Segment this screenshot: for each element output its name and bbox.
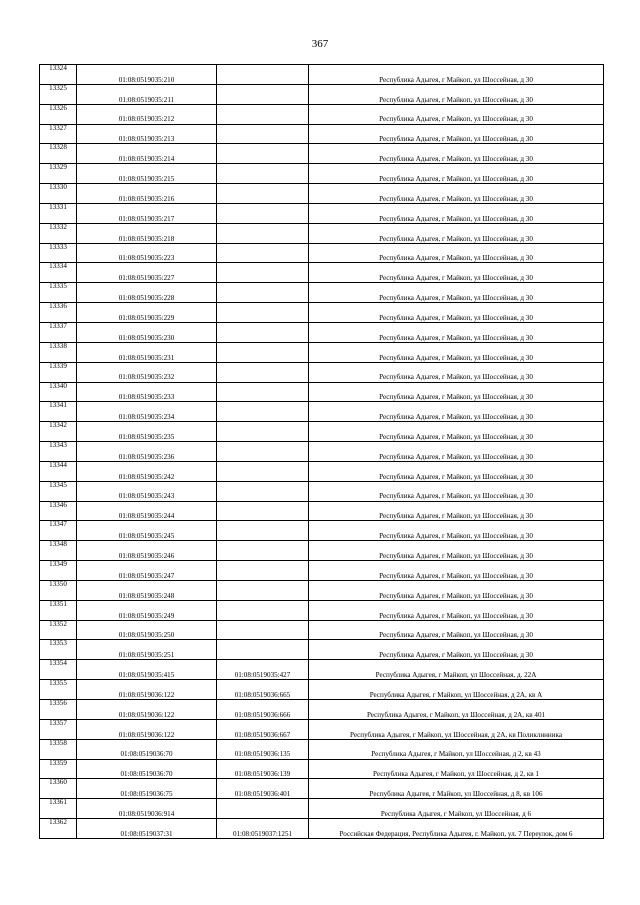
object-cadastral-number-cell: 01:08:0519037:1251 — [217, 819, 309, 839]
object-cadastral-number-cell — [217, 104, 309, 124]
row-number-cell: 13325 — [40, 84, 77, 104]
row-number-cell: 13346 — [40, 501, 77, 521]
cadastral-number-cell: 01:08:0519035:230 — [77, 322, 217, 342]
object-cadastral-number-cell: 01:08:0519036:401 — [217, 779, 309, 799]
address-cell: Республика Адыгея, г Майкоп, ул Шоссейная, д 2, кв 1 — [309, 759, 604, 779]
object-cadastral-number-cell: 01:08:0519036:139 — [217, 759, 309, 779]
table-row — [40, 700, 604, 720]
address-cell: Республика Адыгея, г Майкоп, ул Шоссейная, д 30 — [309, 223, 604, 243]
address-cell: Республика Адыгея, г Майкоп, ул Шоссейная, д 30 — [309, 521, 604, 541]
object-cadastral-number-cell — [217, 84, 309, 104]
object-cadastral-number-cell — [217, 442, 309, 462]
address-cell: Республика Адыгея, г Майкоп, ул Шоссейная, д 30 — [309, 303, 604, 323]
address-cell: Республика Адыгея, г Майкоп, ул Шоссейная, д 30 — [309, 283, 604, 303]
row-number-cell: 13349 — [40, 561, 77, 581]
address-cell: Республика Адыгея, г Майкоп, ул Шоссейная, д 30 — [309, 640, 604, 660]
object-cadastral-number-cell — [217, 481, 309, 501]
address-cell: Республика Адыгея, г Майкоп, ул Шоссейная, д. 22А — [309, 660, 604, 680]
object-cadastral-number-cell — [217, 263, 309, 283]
table-row — [40, 461, 604, 481]
address-cell: Республика Адыгея, г Майкоп, ул Шоссейная, д 30 — [309, 164, 604, 184]
row-number-cell: 13328 — [40, 144, 77, 164]
table-row — [40, 65, 604, 85]
object-cadastral-number-cell — [217, 521, 309, 541]
cadastral-number-cell: 01:08:0519035:215 — [77, 164, 217, 184]
address-cell: Республика Адыгея, г Майкоп, ул Шоссейная, д 30 — [309, 342, 604, 362]
object-cadastral-number-cell — [217, 402, 309, 422]
object-cadastral-number-cell — [217, 144, 309, 164]
page-number: 367 — [311, 38, 329, 50]
address-cell: Республика Адыгея, г Майкоп, ул Шоссейная, д 30 — [309, 243, 604, 263]
address-cell: Республика Адыгея, г Майкоп, ул Шоссейная, д 30 — [309, 422, 604, 442]
address-cell: Республика Адыгея, г Майкоп, ул Шоссейная, д 30 — [309, 600, 604, 620]
row-number-cell: 13327 — [40, 124, 77, 144]
row-number-cell: 13340 — [40, 382, 77, 402]
cadastral-number-cell: 01:08:0519035:229 — [77, 303, 217, 323]
cadastral-number-cell: 01:08:0519037:31 — [77, 819, 217, 839]
table-row — [40, 303, 604, 323]
object-cadastral-number-cell — [217, 322, 309, 342]
address-cell: Республика Адыгея, г Майкоп, ул Шоссейная, д 30 — [309, 263, 604, 283]
table-row — [40, 422, 604, 442]
cadastral-number-cell: 01:08:0519035:415 — [77, 660, 217, 680]
object-cadastral-number-cell — [217, 799, 309, 819]
table-row — [40, 620, 604, 640]
table-row — [40, 283, 604, 303]
table-row — [40, 104, 604, 124]
cadastral-number-cell: 01:08:0519035:228 — [77, 283, 217, 303]
row-number-cell: 13347 — [40, 521, 77, 541]
row-number-cell: 13354 — [40, 660, 77, 680]
cadastral-number-cell: 01:08:0519036:70 — [77, 739, 217, 759]
address-cell: Республика Адыгея, г Майкоп, ул Шоссейная, д 30 — [309, 382, 604, 402]
address-cell: Республика Адыгея, г Майкоп, ул Шоссейная, д 30 — [309, 442, 604, 462]
address-cell: Республика Адыгея, г Майкоп, ул Шоссейная, д 30 — [309, 84, 604, 104]
object-cadastral-number-cell: 01:08:0519036:665 — [217, 680, 309, 700]
row-number-cell: 13332 — [40, 223, 77, 243]
row-number-cell: 13359 — [40, 759, 77, 779]
row-number-cell: 13329 — [40, 164, 77, 184]
table-row — [40, 84, 604, 104]
cadastral-number-cell: 01:08:0519035:249 — [77, 600, 217, 620]
object-cadastral-number-cell — [217, 124, 309, 144]
object-cadastral-number-cell — [217, 223, 309, 243]
table-row — [40, 263, 604, 283]
row-number-cell: 13356 — [40, 700, 77, 720]
address-cell: Республика Адыгея, г Майкоп, ул Шоссейная, д 30 — [309, 461, 604, 481]
table-row — [40, 342, 604, 362]
row-number-cell: 13330 — [40, 184, 77, 204]
row-number-cell: 13326 — [40, 104, 77, 124]
object-cadastral-number-cell — [217, 65, 309, 85]
cadastral-number-cell: 01:08:0519036:70 — [77, 759, 217, 779]
object-cadastral-number-cell — [217, 283, 309, 303]
cadastral-number-cell: 01:08:0519035:210 — [77, 65, 217, 85]
table-row — [40, 164, 604, 184]
address-cell: Республика Адыгея, г Майкоп, ул Шоссейная, д 30 — [309, 501, 604, 521]
table-row — [40, 223, 604, 243]
address-cell: Республика Адыгея, г Майкоп, ул Шоссейная, д 6 — [309, 799, 604, 819]
row-number-cell: 13344 — [40, 461, 77, 481]
address-cell: Республика Адыгея, г Майкоп, ул Шоссейная, д 30 — [309, 104, 604, 124]
cadastral-number-cell: 01:08:0519035:213 — [77, 124, 217, 144]
object-cadastral-number-cell — [217, 243, 309, 263]
table-row — [40, 203, 604, 223]
cadastral-number-cell: 01:08:0519036:122 — [77, 680, 217, 700]
object-cadastral-number-cell — [217, 580, 309, 600]
table-row — [40, 739, 604, 759]
object-cadastral-number-cell: 01:08:0519035:427 — [217, 660, 309, 680]
object-cadastral-number-cell — [217, 561, 309, 581]
address-cell: Российская Федерация, Республика Адыгея, г. Майкоп, ул. 7 Переулок, дом 6 — [309, 819, 604, 839]
cadastral-number-cell: 01:08:0519035:214 — [77, 144, 217, 164]
cadastral-number-cell: 01:08:0519035:246 — [77, 541, 217, 561]
table-row — [40, 243, 604, 263]
row-number-cell: 13342 — [40, 422, 77, 442]
object-cadastral-number-cell: 01:08:0519036:135 — [217, 739, 309, 759]
row-number-cell: 13343 — [40, 442, 77, 462]
table-row — [40, 501, 604, 521]
row-number-cell: 13351 — [40, 600, 77, 620]
row-number-cell: 13345 — [40, 481, 77, 501]
row-number-cell: 13360 — [40, 779, 77, 799]
table-row — [40, 561, 604, 581]
cadastral-number-cell: 01:08:0519036:914 — [77, 799, 217, 819]
address-cell: Республика Адыгея, г Майкоп, ул Шоссейная, д 30 — [309, 362, 604, 382]
table-body — [40, 65, 604, 839]
cadastral-number-cell: 01:08:0519035:236 — [77, 442, 217, 462]
row-number-cell: 13338 — [40, 342, 77, 362]
table-row — [40, 660, 604, 680]
address-cell: Республика Адыгея, г Майкоп, ул Шоссейная, д 2А, кв Поликлинника — [309, 719, 604, 739]
row-number-cell: 13337 — [40, 322, 77, 342]
row-number-cell: 13350 — [40, 580, 77, 600]
object-cadastral-number-cell — [217, 640, 309, 660]
cadastral-number-cell: 01:08:0519035:233 — [77, 382, 217, 402]
cadastral-number-cell: 01:08:0519035:218 — [77, 223, 217, 243]
row-number-cell: 13362 — [40, 819, 77, 839]
row-number-cell: 13361 — [40, 799, 77, 819]
row-number-cell: 13355 — [40, 680, 77, 700]
row-number-cell: 13334 — [40, 263, 77, 283]
cadastral-number-cell: 01:08:0519035:245 — [77, 521, 217, 541]
address-cell: Республика Адыгея, г Майкоп, ул Шоссейная, д 30 — [309, 620, 604, 640]
table-row — [40, 680, 604, 700]
row-number-cell: 13357 — [40, 719, 77, 739]
cadastral-number-cell: 01:08:0519036:122 — [77, 700, 217, 720]
cadastral-number-cell: 01:08:0519035:234 — [77, 402, 217, 422]
address-cell: Республика Адыгея, г Майкоп, ул Шоссейная, д 30 — [309, 580, 604, 600]
row-number-cell: 13333 — [40, 243, 77, 263]
table-row — [40, 640, 604, 660]
table-row — [40, 759, 604, 779]
object-cadastral-number-cell — [217, 620, 309, 640]
cadastral-number-cell: 01:08:0519035:212 — [77, 104, 217, 124]
row-number-cell: 13358 — [40, 739, 77, 759]
cadastral-number-cell: 01:08:0519035:211 — [77, 84, 217, 104]
table-row — [40, 779, 604, 799]
table-row — [40, 184, 604, 204]
cadastral-number-cell: 01:08:0519035:227 — [77, 263, 217, 283]
row-number-cell: 13331 — [40, 203, 77, 223]
row-number-cell: 13348 — [40, 541, 77, 561]
object-cadastral-number-cell — [217, 461, 309, 481]
object-cadastral-number-cell — [217, 203, 309, 223]
object-cadastral-number-cell — [217, 303, 309, 323]
table-row — [40, 481, 604, 501]
object-cadastral-number-cell — [217, 362, 309, 382]
object-cadastral-number-cell — [217, 600, 309, 620]
cadastral-number-cell: 01:08:0519035:235 — [77, 422, 217, 442]
table-row — [40, 322, 604, 342]
cadastral-number-cell: 01:08:0519035:216 — [77, 184, 217, 204]
row-number-cell: 13324 — [40, 65, 77, 85]
address-cell: Республика Адыгея, г Майкоп, ул Шоссейная, д 30 — [309, 402, 604, 422]
table-row — [40, 124, 604, 144]
cadastral-number-cell: 01:08:0519035:232 — [77, 362, 217, 382]
object-cadastral-number-cell — [217, 164, 309, 184]
address-cell: Республика Адыгея, г Майкоп, ул Шоссейная, д 30 — [309, 184, 604, 204]
cadastral-table — [39, 64, 604, 839]
object-cadastral-number-cell — [217, 422, 309, 442]
object-cadastral-number-cell: 01:08:0519036:666 — [217, 700, 309, 720]
row-number-cell: 13352 — [40, 620, 77, 640]
address-cell: Республика Адыгея, г Майкоп, ул Шоссейная, д 2, кв 43 — [309, 739, 604, 759]
row-number-cell: 13335 — [40, 283, 77, 303]
table-row — [40, 819, 604, 839]
cadastral-number-cell: 01:08:0519035:217 — [77, 203, 217, 223]
table-row — [40, 600, 604, 620]
address-cell: Республика Адыгея, г Майкоп, ул Шоссейная, д 30 — [309, 65, 604, 85]
address-cell: Республика Адыгея, г Майкоп, ул Шоссейная, д 30 — [309, 144, 604, 164]
cadastral-number-cell: 01:08:0519035:231 — [77, 342, 217, 362]
object-cadastral-number-cell — [217, 184, 309, 204]
cadastral-number-cell: 01:08:0519035:251 — [77, 640, 217, 660]
table-row — [40, 580, 604, 600]
object-cadastral-number-cell — [217, 382, 309, 402]
table-row — [40, 719, 604, 739]
table-row — [40, 521, 604, 541]
object-cadastral-number-cell — [217, 342, 309, 362]
table-row — [40, 382, 604, 402]
object-cadastral-number-cell — [217, 541, 309, 561]
table-row — [40, 402, 604, 422]
cadastral-number-cell: 01:08:0519035:223 — [77, 243, 217, 263]
cadastral-number-cell: 01:08:0519036:75 — [77, 779, 217, 799]
cadastral-number-cell: 01:08:0519035:250 — [77, 620, 217, 640]
address-cell: Республика Адыгея, г Майкоп, ул Шоссейная, д 2А, кв А — [309, 680, 604, 700]
table-row — [40, 362, 604, 382]
table-row — [40, 799, 604, 819]
cadastral-number-cell: 01:08:0519036:122 — [77, 719, 217, 739]
address-cell: Республика Адыгея, г Майкоп, ул Шоссейная, д 30 — [309, 322, 604, 342]
object-cadastral-number-cell: 01:08:0519036:667 — [217, 719, 309, 739]
address-cell: Республика Адыгея, г Майкоп, ул Шоссейная, д 2А, кв 401 — [309, 700, 604, 720]
address-cell: Республика Адыгея, г Майкоп, ул Шоссейная, д 30 — [309, 124, 604, 144]
address-cell: Республика Адыгея, г Майкоп, ул Шоссейная, д 30 — [309, 203, 604, 223]
row-number-cell: 13339 — [40, 362, 77, 382]
row-number-cell: 13341 — [40, 402, 77, 422]
address-cell: Республика Адыгея, г Майкоп, ул Шоссейная, д 30 — [309, 541, 604, 561]
cadastral-number-cell: 01:08:0519035:242 — [77, 461, 217, 481]
cadastral-number-cell: 01:08:0519035:248 — [77, 580, 217, 600]
table-row — [40, 144, 604, 164]
address-cell: Республика Адыгея, г Майкоп, ул Шоссейная, д 8, кв 106 — [309, 779, 604, 799]
table-row — [40, 442, 604, 462]
object-cadastral-number-cell — [217, 501, 309, 521]
row-number-cell: 13336 — [40, 303, 77, 323]
cadastral-number-cell: 01:08:0519035:244 — [77, 501, 217, 521]
address-cell: Республика Адыгея, г Майкоп, ул Шоссейная, д 30 — [309, 561, 604, 581]
table-row — [40, 541, 604, 561]
address-cell: Республика Адыгея, г Майкоп, ул Шоссейная, д 30 — [309, 481, 604, 501]
cadastral-number-cell: 01:08:0519035:243 — [77, 481, 217, 501]
cadastral-number-cell: 01:08:0519035:247 — [77, 561, 217, 581]
row-number-cell: 13353 — [40, 640, 77, 660]
